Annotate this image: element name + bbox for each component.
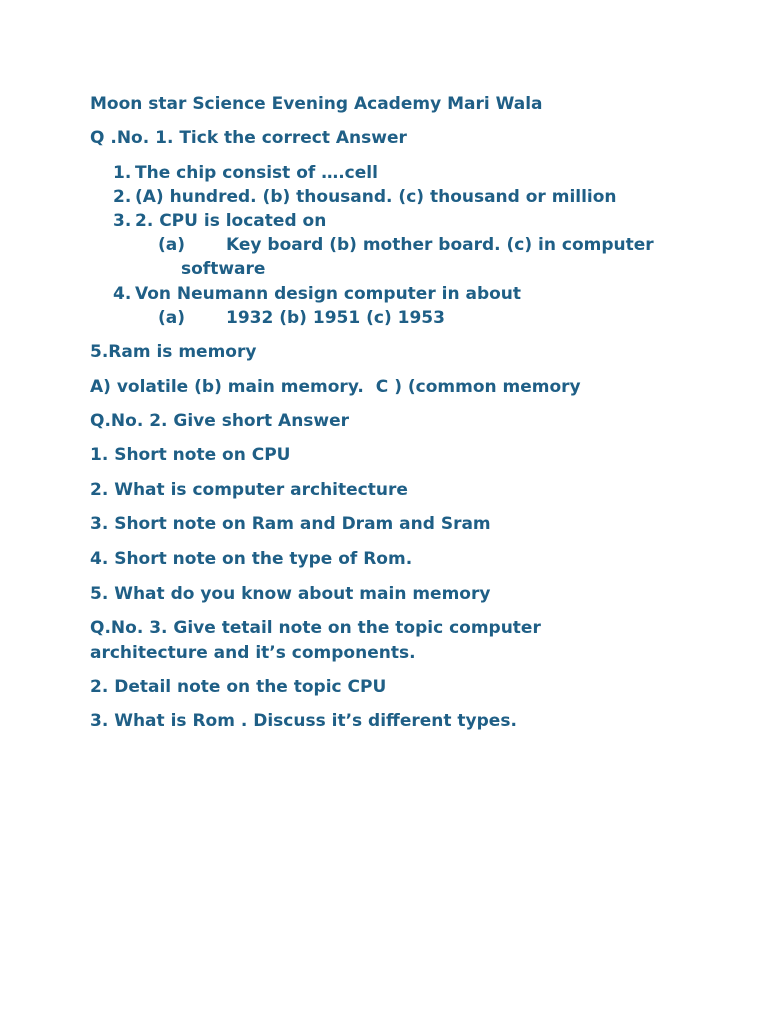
sub-text: 1932 (b) 1951 (c) 1953 <box>226 308 445 328</box>
list-number: 1. <box>113 163 132 183</box>
sub-label: (a) <box>158 235 186 255</box>
list-number: 2. <box>113 187 132 207</box>
q1-list-item <box>113 161 378 185</box>
question-3-heading-line2: architecture and it’s components. <box>90 643 416 663</box>
document-title: Moon star Science Evening Academy Mari Wala <box>90 94 543 114</box>
sub-label: (a) <box>158 308 186 328</box>
list-number: 3. <box>113 211 132 231</box>
list-number: 4. <box>113 284 132 304</box>
ram-option-c: C ) (common memory <box>375 377 581 397</box>
q2-list-item: 4. Short note on the type of Rom. <box>90 549 413 569</box>
list-text: Von Neumann design computer in about <box>135 284 522 304</box>
q1-list-item <box>113 282 521 306</box>
question-2-heading: Q.No. 2. Give short Answer <box>90 411 350 431</box>
list-text: The chip consist of ….cell <box>135 163 378 183</box>
list-text: 2. CPU is located on <box>135 211 327 231</box>
q1-ram-options <box>90 375 581 399</box>
q2-list-item: 2. What is computer architecture <box>90 480 408 500</box>
q1-sub-option <box>158 233 654 257</box>
list-text: (A) hundred. (b) thousand. (c) thousand or million <box>135 187 617 207</box>
q1-sub-option-continued: software <box>181 259 266 279</box>
question-1-heading: Q .No. 1. Tick the correct Answer <box>90 128 407 148</box>
q1-ram-question: 5.Ram is memory <box>90 342 257 362</box>
q3-list-item: 3. What is Rom . Discuss it’s different types. <box>90 711 517 731</box>
question-3-heading-line1: Q.No. 3. Give tetail note on the topic computer <box>90 618 541 638</box>
ram-option-ab: A) volatile (b) main memory. <box>90 377 364 397</box>
sub-text: Key board (b) mother board. (c) in computer <box>226 235 654 255</box>
q3-list-item: 2. Detail note on the topic CPU <box>90 677 387 697</box>
q2-list-item: 1. Short note on CPU <box>90 445 291 465</box>
q1-list-item <box>113 209 326 233</box>
q1-sub-option <box>158 306 445 330</box>
q1-list-item <box>113 185 617 209</box>
q2-list-item: 5. What do you know about main memory <box>90 584 491 604</box>
q2-list-item: 3. Short note on Ram and Dram and Sram <box>90 514 491 534</box>
